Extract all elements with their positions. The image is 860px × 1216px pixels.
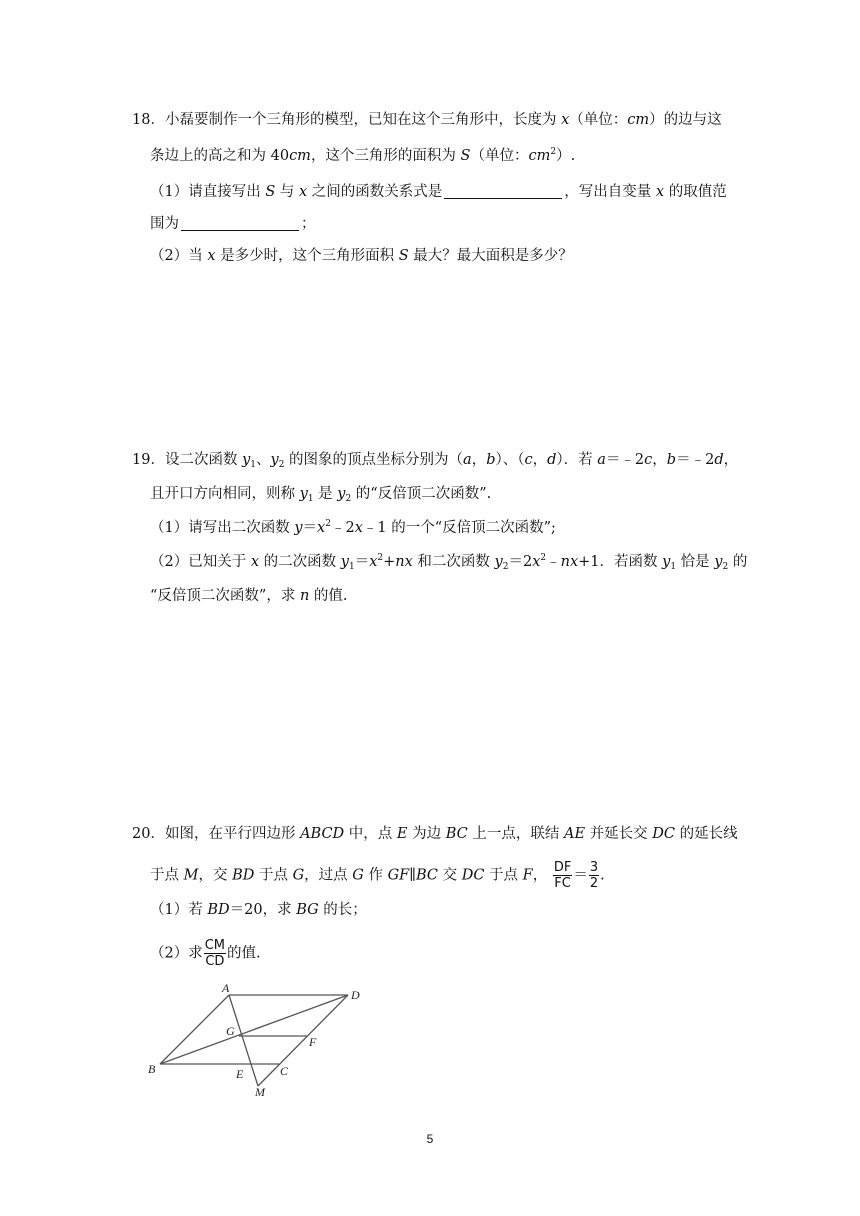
q20-line1: 20．如图，在平行四边形 ABCD 中，点 E 为边 BC 上一点，联结 AE 并延长交 DC 的延长线 <box>132 826 738 842</box>
q18-line2: 条边上的高之和为 40cm，这个三角形的面积为 S（单位：$cm^2$）. <box>150 147 576 164</box>
answer-blank-1[interactable] <box>444 183 562 199</box>
page-number: 5 <box>426 1132 434 1146</box>
fraction-df-fc: $\frac{DF}{FC}$ <box>553 860 572 891</box>
fraction-3-2: $\frac{3}{2}$ <box>589 860 599 891</box>
q18-part1: （1）请直接写出 S 与 x 之间的函数关系式是 ，写出自变量 x 的取值范 <box>150 184 727 200</box>
q20-part1: （1）若 BD＝20，求 BG 的长； <box>150 902 367 918</box>
label-a: A <box>222 981 230 995</box>
q19-line2: 且开口方向相同，则称 $y_1$ 是 $y_2$ 的“反倍顶二次函数”. <box>150 486 492 504</box>
parallelogram-figure <box>140 978 380 1096</box>
q19-line1: 19．设二次函数 $y_1$、$y_2$ 的图象的顶点坐标分别为（a，b）、（c，d）．若 a＝﹣2c，b＝﹣2d， <box>132 452 739 470</box>
q19-part2: （2）已知关于 x 的二次函数 $y_1=x^2+nx$ 和二次函数 $y_2=2x^2﹣nx+1$．若函数 $y_1$ 恰是 $y_2$ 的 <box>150 553 748 572</box>
fraction-cm-cd: $\frac{CM}{CD}$ <box>204 938 226 969</box>
q19-part1: （1）请写出二次函数 $y=x^2﹣2x﹣1$ 的一个“反倍顶二次函数”; <box>150 519 556 536</box>
q20-part2: （2）求 $\frac{CM}{CD}$ 的值. <box>150 938 261 969</box>
label-c: C <box>280 1064 289 1078</box>
q18-line1: 18．小磊要制作一个三角形的模型，已知在这个三角形中，长度为 x（单位：cm）的边与这 <box>132 112 722 128</box>
label-g: G <box>226 1024 235 1038</box>
edge-ab <box>160 995 229 1064</box>
q18-part2: （2）当 x 是多少时，这个三角形面积 S 最大？最大面积是多少？ <box>150 248 573 264</box>
q19-part2-cont: “反倍顶二次函数”，求 n 的值. <box>150 588 348 604</box>
answer-blank-2[interactable] <box>181 215 299 231</box>
segment-am <box>229 995 258 1086</box>
edge-dc-extended <box>258 995 348 1086</box>
label-b: B <box>148 1062 156 1076</box>
label-d: D <box>351 988 360 1002</box>
label-e: E <box>236 1067 244 1081</box>
diagonal-bd <box>160 995 348 1064</box>
q18-part1-cont: 围为 ； <box>150 216 316 232</box>
label-m: M <box>255 1085 265 1096</box>
label-f: F <box>309 1035 317 1049</box>
q20-line2: 于点 M，交 BD 于点 G，过点 G 作 GF∥BC 交 DC 于点 F， $\frac{DF}{FC}$ ＝ $\frac{3}{2}$ . <box>150 860 605 891</box>
